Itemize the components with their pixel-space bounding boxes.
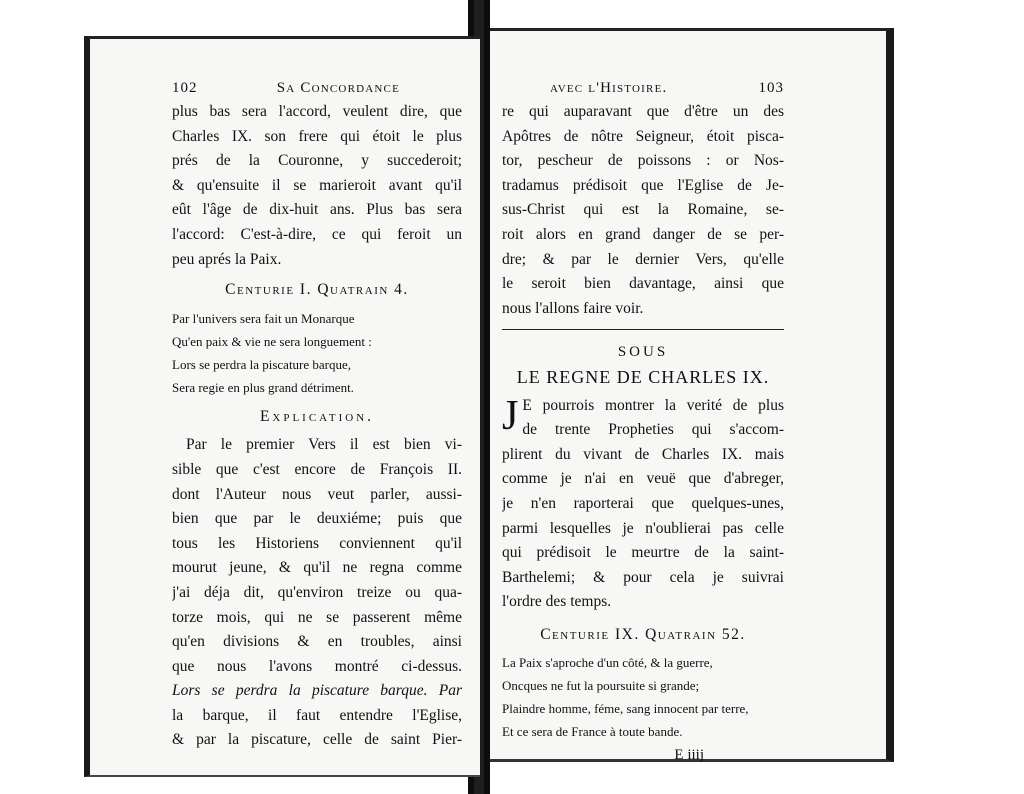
text-line: plirent du vivant de Charles IX. mais [502, 445, 784, 463]
text-line: nous l'allons faire voir. [502, 299, 644, 317]
drop-cap: J [502, 392, 519, 439]
text-line: & par la piscature, celle de saint Pier- [172, 731, 462, 749]
section-sous: SOUS [617, 344, 669, 361]
explication-heading: Explication. [259, 407, 375, 425]
text-line: sible que c'est encore de François II. [172, 460, 462, 478]
right-running-head [502, 76, 784, 100]
left-page-content [172, 76, 462, 753]
verse-line: La Paix s'aproche d'un côté, & la guerre, [502, 655, 713, 671]
text-line: mourut jeune, & qu'il ne regna comme [172, 559, 462, 577]
left-quatrain [172, 307, 462, 399]
text-line: comme je n'ai en veuë que d'abreger, [502, 470, 784, 488]
text-line: Par le premier Vers il est bien vi- [186, 436, 462, 454]
section-title: LE REGNE DE CHARLES IX. [516, 366, 770, 387]
text-line: torze mois, qui ne se passerent même [172, 608, 462, 626]
left-page-number: 102 [172, 80, 198, 96]
left-intro-paragraph [172, 100, 462, 272]
text-line: Barthelemi; & pour cela je suivrai [502, 568, 784, 586]
left-centurie-heading: Centurie I. Quatrain 4. [225, 281, 409, 299]
text-line: que nous l'avons montré ci-dessus. [172, 657, 462, 675]
explication-paragraph [172, 433, 462, 753]
right-page-content [502, 76, 784, 768]
verse-line: Oncques ne fut la poursuite si grande; [502, 678, 700, 694]
verse-line: Sera regie en plus grand détriment. [172, 379, 354, 395]
text-line: Apôtres de nôtre Seigneur, étoit pisca- [502, 127, 784, 145]
text-line: eût l'âge de dix-huit ans. Plus bas sera [172, 201, 462, 219]
text-line: tous les Historiens conviennent qu'il [172, 534, 462, 552]
text-line: tor, pescheur de poissons : or Nos- [502, 152, 784, 170]
text-line: de trente Propheties qui s'accom- [522, 421, 784, 439]
text-line: peu aprés la Paix. [172, 250, 282, 268]
text-line: prés de la Couronne, y succederoit; [172, 152, 462, 170]
text-line: roit alors en grand danger de se per- [502, 225, 784, 243]
signature-mark: E iiij [674, 747, 704, 764]
section-divider [502, 329, 784, 330]
verse-line: Lors se perdra la piscature barque, [172, 356, 352, 372]
text-line: plus bas sera l'accord, veulent dire, que [172, 103, 462, 120]
text-line: dont l'Auteur nous veut parler, aussi- [172, 485, 462, 503]
verse-line: Qu'en paix & vie ne sera longuement : [172, 333, 372, 349]
text-line: & qu'ensuite il se marieroit avant qu'il [172, 176, 462, 194]
left-running-head [172, 76, 462, 100]
right-quatrain [502, 651, 784, 743]
right-body-paragraph [502, 394, 784, 615]
text-line: dre; & par le dernier Vers, qu'elle [502, 250, 784, 268]
text-line: qui prédisoit le meurtre de la saint- [502, 544, 784, 562]
right-centurie-heading: Centurie IX. Quatrain 52. [540, 625, 746, 643]
text-line: j'ai déja dit, qu'environ treize ou qua- [172, 583, 462, 601]
right-page-number: 103 [758, 80, 784, 96]
verse-line: Plaindre homme, féme, sang innocent par terre, [502, 701, 749, 717]
text-line: Lors se perdra la piscature barque. Par [172, 682, 462, 700]
text-line: bien que par le deuxiéme; puis que [172, 510, 462, 528]
text-line: tradamus prédisoit que l'Eglise de Je- [502, 176, 784, 194]
text-line: parmi lesquelles je n'oublierai pas celle [502, 519, 784, 537]
text-line: sus-Christ qui est la Romaine, se- [502, 201, 784, 219]
right-running-title: avec l'Histoire. [550, 80, 668, 96]
left-running-title: Sa Concordance [276, 80, 400, 96]
text-line: qu'en divisions & en troubles, ainsi [172, 633, 462, 651]
text-line: Charles IX. son frere qui étoit le plus [172, 127, 462, 145]
verse-line: Par l'univers sera fait un Monarque [172, 310, 355, 326]
text-line: l'ordre des temps. [502, 593, 612, 611]
text-line: la barque, il faut entendre l'Eglise, [172, 706, 462, 724]
text-line: l'accord: C'est-à-dire, ce qui feroit un [172, 225, 462, 243]
right-intro-paragraph [502, 100, 784, 321]
text-line: le seroit bien davantage, ainsi que [502, 275, 784, 293]
text-line: E pourrois montrer la verité de plus [522, 396, 784, 414]
text-line: je n'en raporterai que quelques-unes, [502, 494, 784, 512]
text-line: re qui auparavant que d'être un des [502, 103, 784, 120]
verse-line: Et ce sera de France à toute bande. [502, 724, 683, 740]
